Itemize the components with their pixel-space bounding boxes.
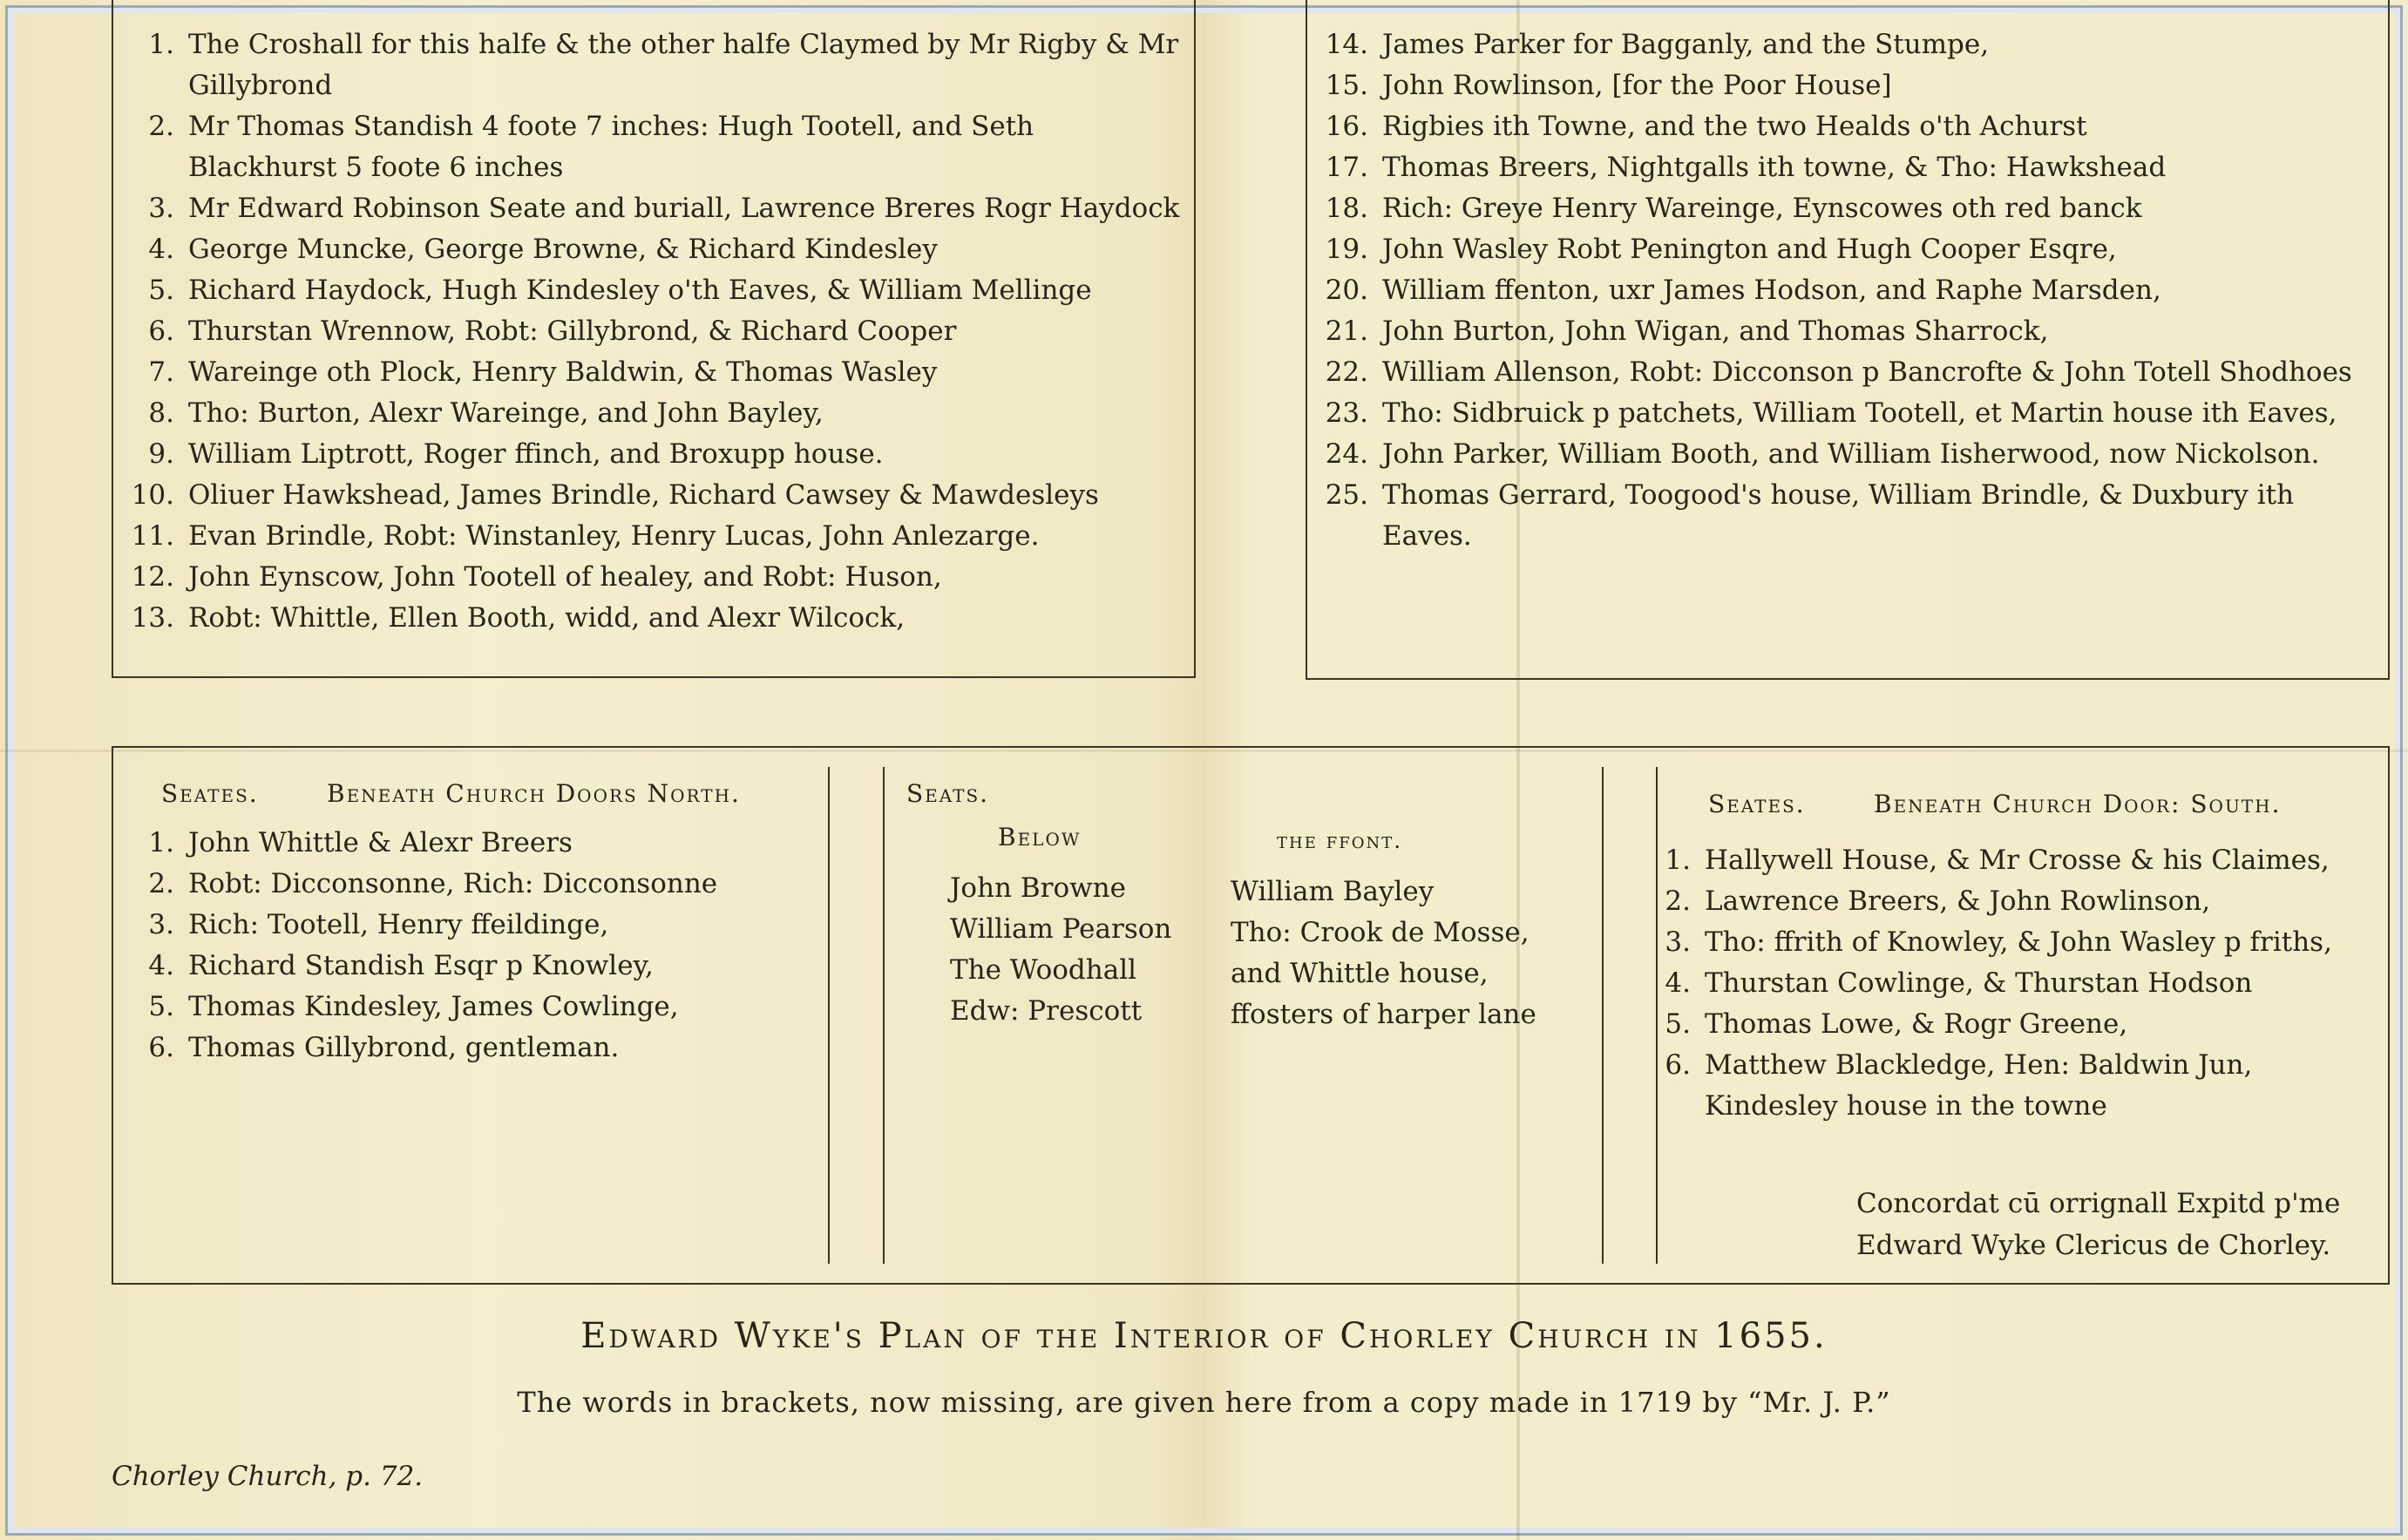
list-item: [122, 24, 1185, 106]
list-item: [122, 270, 1185, 311]
item-text: Thomas Lowe, & Rogr Greene,: [1705, 1008, 2128, 1040]
item-text: John Whittle & Alexr Breers: [188, 827, 573, 858]
list-item: [122, 946, 819, 987]
list-item: [1638, 922, 2362, 963]
list-seats-14-25: [1316, 24, 2377, 557]
list-item: [1316, 229, 2377, 270]
font-seat-entry: Edw: Prescott: [950, 995, 1143, 1027]
list-north-seats: [122, 823, 819, 1069]
list-south-seats: [1638, 840, 2362, 1127]
list-item: [122, 352, 1185, 393]
item-number: 13.: [131, 602, 174, 634]
item-text: Oliuer Hawkshead, James Brindle, Richard Cawsey & Mawdesleys: [188, 479, 1099, 511]
item-text: Tho: Sidbruick p patchets, William Tootell, et Martin house ith Eaves,: [1382, 397, 2337, 429]
item-text: Richard Standish Esqr p Knowley,: [188, 950, 654, 981]
list-item: [1316, 393, 2377, 434]
list-item: [122, 864, 819, 905]
item-number: 20.: [1325, 275, 1368, 306]
list-item: [122, 106, 1185, 188]
item-number: 1.: [148, 29, 174, 60]
item-text: Thomas Gerrard, Toogood's house, William Brindle, & Duxbury ith Eaves.: [1382, 479, 2295, 552]
item-number: 14.: [1325, 29, 1368, 60]
font-seat-entry: and Whittle house,: [1231, 958, 1489, 989]
list-item: [122, 598, 1185, 639]
divider-3: [1602, 767, 1604, 1264]
item-text: William Liptrott, Roger ffinch, and Broxupp house.: [188, 438, 884, 470]
item-text: Mr Edward Robinson Seate and buriall, Lawrence Breres Rogr Haydock: [188, 193, 1180, 224]
item-text: Evan Brindle, Robt: Winstanley, Henry Lucas, John Anlezarge.: [188, 520, 1040, 552]
list-seats-1-13: [122, 24, 1185, 639]
item-text: Thurstan Wrennow, Robt: Gillybrond, & Richard Cooper: [188, 315, 957, 347]
item-number: 18.: [1325, 193, 1368, 224]
list-item: [1638, 840, 2362, 881]
concordat-line-2: Edward Wyke Clericus de Chorley.: [1856, 1230, 2331, 1261]
list-item: [1316, 147, 2377, 188]
list-item: [1638, 881, 2362, 922]
list-item: [122, 823, 819, 864]
item-number: 22.: [1325, 356, 1368, 388]
list-item: [122, 434, 1185, 475]
item-text: Thomas Breers, Nightgalls ith towne, & Tho: Hawkshead: [1382, 152, 2167, 183]
font-seats-label: Seats.: [906, 779, 990, 808]
item-text: Richard Haydock, Hugh Kindesley o'th Eaves, & William Mellinge: [188, 275, 1092, 306]
item-number: 7.: [148, 356, 174, 388]
item-text: Matthew Blackledge, Hen: Baldwin Jun, Kindesley house in the towne: [1705, 1049, 2253, 1122]
list-item: [1316, 106, 2377, 147]
item-text: Thomas Gillybrond, gentleman.: [188, 1032, 620, 1063]
item-number: 11.: [131, 520, 174, 552]
list-item: [1316, 270, 2377, 311]
item-number: 21.: [1325, 315, 1368, 347]
item-text: Mr Thomas Standish 4 foote 7 inches: Hugh Tootell, and Seth Blackhurst 5 foote 6 inches: [188, 111, 1034, 183]
list-item: [122, 987, 819, 1028]
item-number: 10.: [131, 479, 174, 511]
list-item: [122, 311, 1185, 352]
font-seat-entry: William Bayley: [1231, 876, 1435, 907]
item-number: 1.: [148, 827, 174, 858]
list-item: [1316, 434, 2377, 475]
item-number: 6.: [148, 315, 174, 347]
font-the-font-label: the ffont.: [1277, 828, 1403, 853]
item-number: 2.: [148, 111, 174, 142]
item-number: 24.: [1325, 438, 1368, 470]
item-number: 3.: [148, 193, 174, 224]
list-item: [1316, 188, 2377, 229]
item-text: John Wasley Robt Penington and Hugh Cooper Esqre,: [1382, 234, 2117, 265]
page-title: Edward Wyke's Plan of the Interior of Chorley Church in 1655.: [580, 1316, 1828, 1356]
item-number: 3.: [148, 909, 174, 940]
list-item: [1316, 311, 2377, 352]
item-text: John Eynscow, John Tootell of healey, and Robt: Huson,: [188, 561, 942, 593]
font-column-2: [1231, 872, 1536, 1035]
item-number: 8.: [148, 397, 174, 429]
item-text: John Burton, John Wigan, and Thomas Sharrock,: [1382, 315, 2049, 347]
divider-1: [828, 767, 830, 1264]
list-item: [1638, 1004, 2362, 1045]
list-item: [122, 475, 1185, 516]
list-item: [1638, 1045, 2362, 1127]
figure-caption: Chorley Church, p. 72.: [112, 1461, 424, 1492]
item-number: 2.: [148, 868, 174, 899]
item-text: Lawrence Breers, & John Rowlinson,: [1705, 885, 2211, 917]
item-number: 3.: [1665, 926, 1691, 958]
list-item: [122, 229, 1185, 270]
item-number: 1.: [1665, 845, 1691, 876]
list-item: [122, 1028, 819, 1069]
list-item: [1638, 963, 2362, 1004]
item-number: 4.: [148, 234, 174, 265]
item-text: Tho: Burton, Alexr Wareinge, and John Bayley,: [188, 397, 824, 429]
list-item: [1316, 352, 2377, 393]
list-item: [122, 188, 1185, 229]
north-seates-label: Seates.: [161, 779, 259, 808]
item-number: 16.: [1325, 111, 1368, 142]
item-text: The Croshall for this halfe & the other halfe Claymed by Mr Rigby & Mr Gillybrond: [188, 29, 1179, 101]
north-heading: Beneath Church Doors North.: [327, 779, 741, 808]
item-number: 4.: [1665, 967, 1691, 999]
item-text: Wareinge oth Plock, Henry Baldwin, & Thomas Wasley: [188, 356, 938, 388]
item-text: James Parker for Bagganly, and the Stumpe,: [1382, 29, 1990, 60]
item-number: 19.: [1325, 234, 1368, 265]
list-item: [122, 393, 1185, 434]
item-text: Thomas Kindesley, James Cowlinge,: [188, 991, 679, 1022]
item-text: Tho: ffrith of Knowley, & John Wasley p friths,: [1705, 926, 2332, 958]
item-number: 9.: [148, 438, 174, 470]
item-text: Hallywell House, & Mr Crosse & his Claimes,: [1705, 845, 2330, 876]
item-number: 23.: [1325, 397, 1368, 429]
item-text: Rich: Greye Henry Wareinge, Eynscowes oth red banck: [1382, 193, 2142, 224]
list-item: [122, 557, 1185, 598]
list-item: [1316, 475, 2377, 557]
item-text: Robt: Whittle, Ellen Booth, widd, and Alexr Wilcock,: [188, 602, 906, 634]
list-item: [122, 516, 1185, 557]
font-seat-entry: William Pearson: [950, 913, 1172, 945]
list-item: [1316, 65, 2377, 106]
item-number: 4.: [148, 950, 174, 981]
item-number: 12.: [131, 561, 174, 593]
list-item: [1316, 24, 2377, 65]
item-number: 6.: [1665, 1049, 1691, 1081]
item-text: Robt: Dicconsonne, Rich: Dicconsonne: [188, 868, 718, 899]
list-item: [122, 905, 819, 946]
divider-2: [883, 767, 885, 1264]
font-seat-entry: Tho: Crook de Mosse,: [1231, 917, 1530, 948]
item-text: George Muncke, George Browne, & Richard Kindesley: [188, 234, 938, 265]
item-text: John Rowlinson, [for the Poor House]: [1382, 70, 1892, 101]
item-number: 25.: [1325, 479, 1368, 511]
item-text: John Parker, William Booth, and William Iisherwood, now Nickolson.: [1382, 438, 2320, 470]
item-number: 5.: [148, 991, 174, 1022]
item-text: Rigbies ith Towne, and the two Healds o'th Achurst: [1382, 111, 2087, 142]
font-seat-entry: ffosters of harper lane: [1231, 999, 1536, 1030]
page-subtitle: The words in brackets, now missing, are given here from a copy made in 1719 by “Mr. J. P.”: [517, 1386, 1891, 1419]
item-number: 15.: [1325, 70, 1368, 101]
south-heading: Beneath Church Door: South.: [1874, 790, 2282, 818]
item-number: 5.: [1665, 1008, 1691, 1040]
item-text: William ffenton, uxr James Hodson, and Raphe Marsden,: [1382, 275, 2161, 306]
item-text: Thurstan Cowlinge, & Thurstan Hodson: [1705, 967, 2253, 999]
item-number: 2.: [1665, 885, 1691, 917]
item-text: William Allenson, Robt: Dicconson p Bancrofte & John Totell Shodhoes: [1382, 356, 2352, 388]
item-number: 5.: [148, 275, 174, 306]
south-seates-label: Seates.: [1708, 790, 1806, 818]
concordat-line-1: Concordat cū orrignall Expitd p'me: [1856, 1188, 2341, 1219]
item-number: 6.: [148, 1032, 174, 1063]
font-seat-entry: John Browne: [950, 872, 1126, 904]
item-text: Rich: Tootell, Henry ffeildinge,: [188, 909, 609, 940]
font-column-1: [950, 868, 1171, 1032]
item-number: 17.: [1325, 152, 1368, 183]
font-seat-entry: The Woodhall: [950, 954, 1137, 986]
font-below-label: Below: [998, 823, 1082, 851]
